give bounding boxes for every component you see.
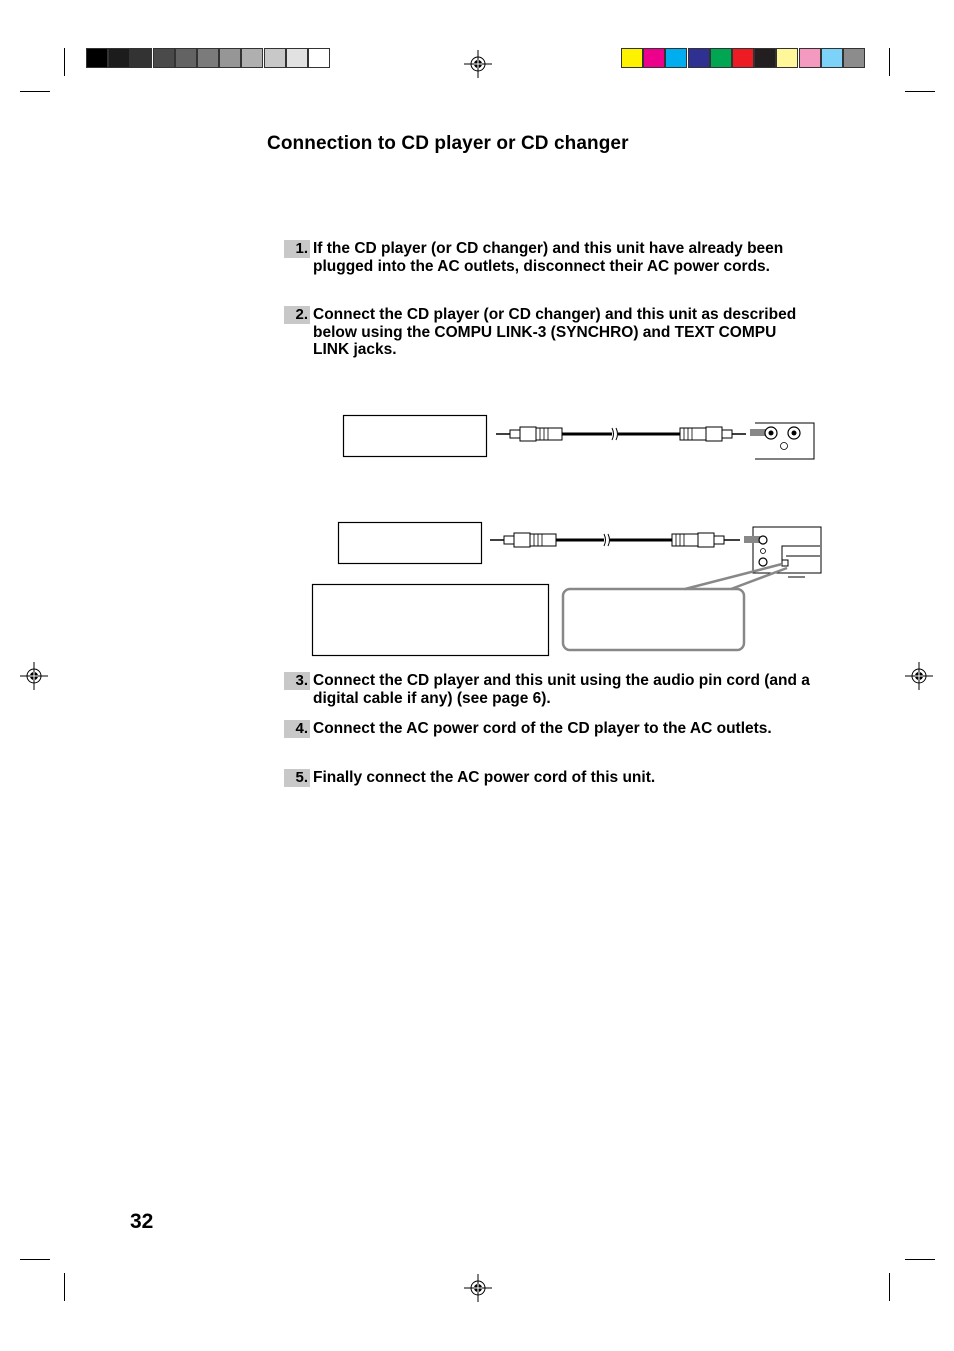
calibration-swatch bbox=[732, 48, 754, 68]
registration-target-icon bbox=[464, 50, 492, 78]
calibration-swatch bbox=[153, 48, 175, 68]
note-box bbox=[313, 585, 549, 656]
step-text: Connect the CD player (or CD changer) and this unit as described below using the COMPU LINK-3 (SYNCHRO) and TEXT COMPU LINK jacks. bbox=[313, 306, 797, 358]
step-number: 4. bbox=[284, 720, 310, 738]
cd-changer-box bbox=[339, 523, 482, 564]
calibration-swatch bbox=[175, 48, 197, 68]
connection-diagram bbox=[300, 405, 830, 660]
calibration-swatch bbox=[286, 48, 308, 68]
step-number: 2. bbox=[284, 306, 310, 324]
callout-box bbox=[563, 564, 787, 650]
calibration-swatch bbox=[241, 48, 263, 68]
step-text: If the CD player (or CD changer) and this unit have already been plugged into the AC outlets, disconnect their AC power cords. bbox=[313, 240, 784, 275]
calibration-swatch bbox=[86, 48, 108, 68]
registration-target-icon bbox=[905, 662, 933, 690]
section-title: Connection to CD player or CD changer bbox=[267, 133, 629, 154]
unit-jack-panel-upper bbox=[750, 423, 814, 459]
calibration-swatch bbox=[621, 48, 643, 68]
step-text: Finally connect the AC power cord of this unit. bbox=[313, 769, 656, 786]
step-number: 1. bbox=[284, 240, 310, 258]
cd-player-box bbox=[344, 416, 487, 457]
calibration-swatch bbox=[643, 48, 665, 68]
calibration-swatch bbox=[843, 48, 865, 68]
calibration-swatch bbox=[754, 48, 776, 68]
calibration-swatch bbox=[821, 48, 843, 68]
text-compu-link-cable bbox=[490, 533, 740, 547]
calibration-swatch bbox=[776, 48, 798, 68]
registration-target-icon bbox=[20, 662, 48, 690]
calibration-swatch bbox=[665, 48, 687, 68]
step-text: Connect the CD player and this unit using the audio pin cord (and a digital cable if any) (see page 6). bbox=[313, 672, 810, 707]
calibration-swatch bbox=[130, 48, 152, 68]
calibration-swatch bbox=[264, 48, 286, 68]
calibration-swatch bbox=[219, 48, 241, 68]
page-number: 32 bbox=[130, 1210, 154, 1233]
calibration-swatch bbox=[710, 48, 732, 68]
step-text: Connect the AC power cord of the CD player to the AC outlets. bbox=[313, 720, 772, 737]
registration-target-icon bbox=[464, 1274, 492, 1302]
calibration-swatch bbox=[799, 48, 821, 68]
step-number: 5. bbox=[284, 769, 310, 787]
compu-link-cable bbox=[496, 427, 746, 441]
calibration-swatch bbox=[688, 48, 710, 68]
step-number: 3. bbox=[284, 672, 310, 690]
calibration-swatch bbox=[108, 48, 130, 68]
calibration-swatch bbox=[197, 48, 219, 68]
calibration-swatch bbox=[308, 48, 330, 68]
